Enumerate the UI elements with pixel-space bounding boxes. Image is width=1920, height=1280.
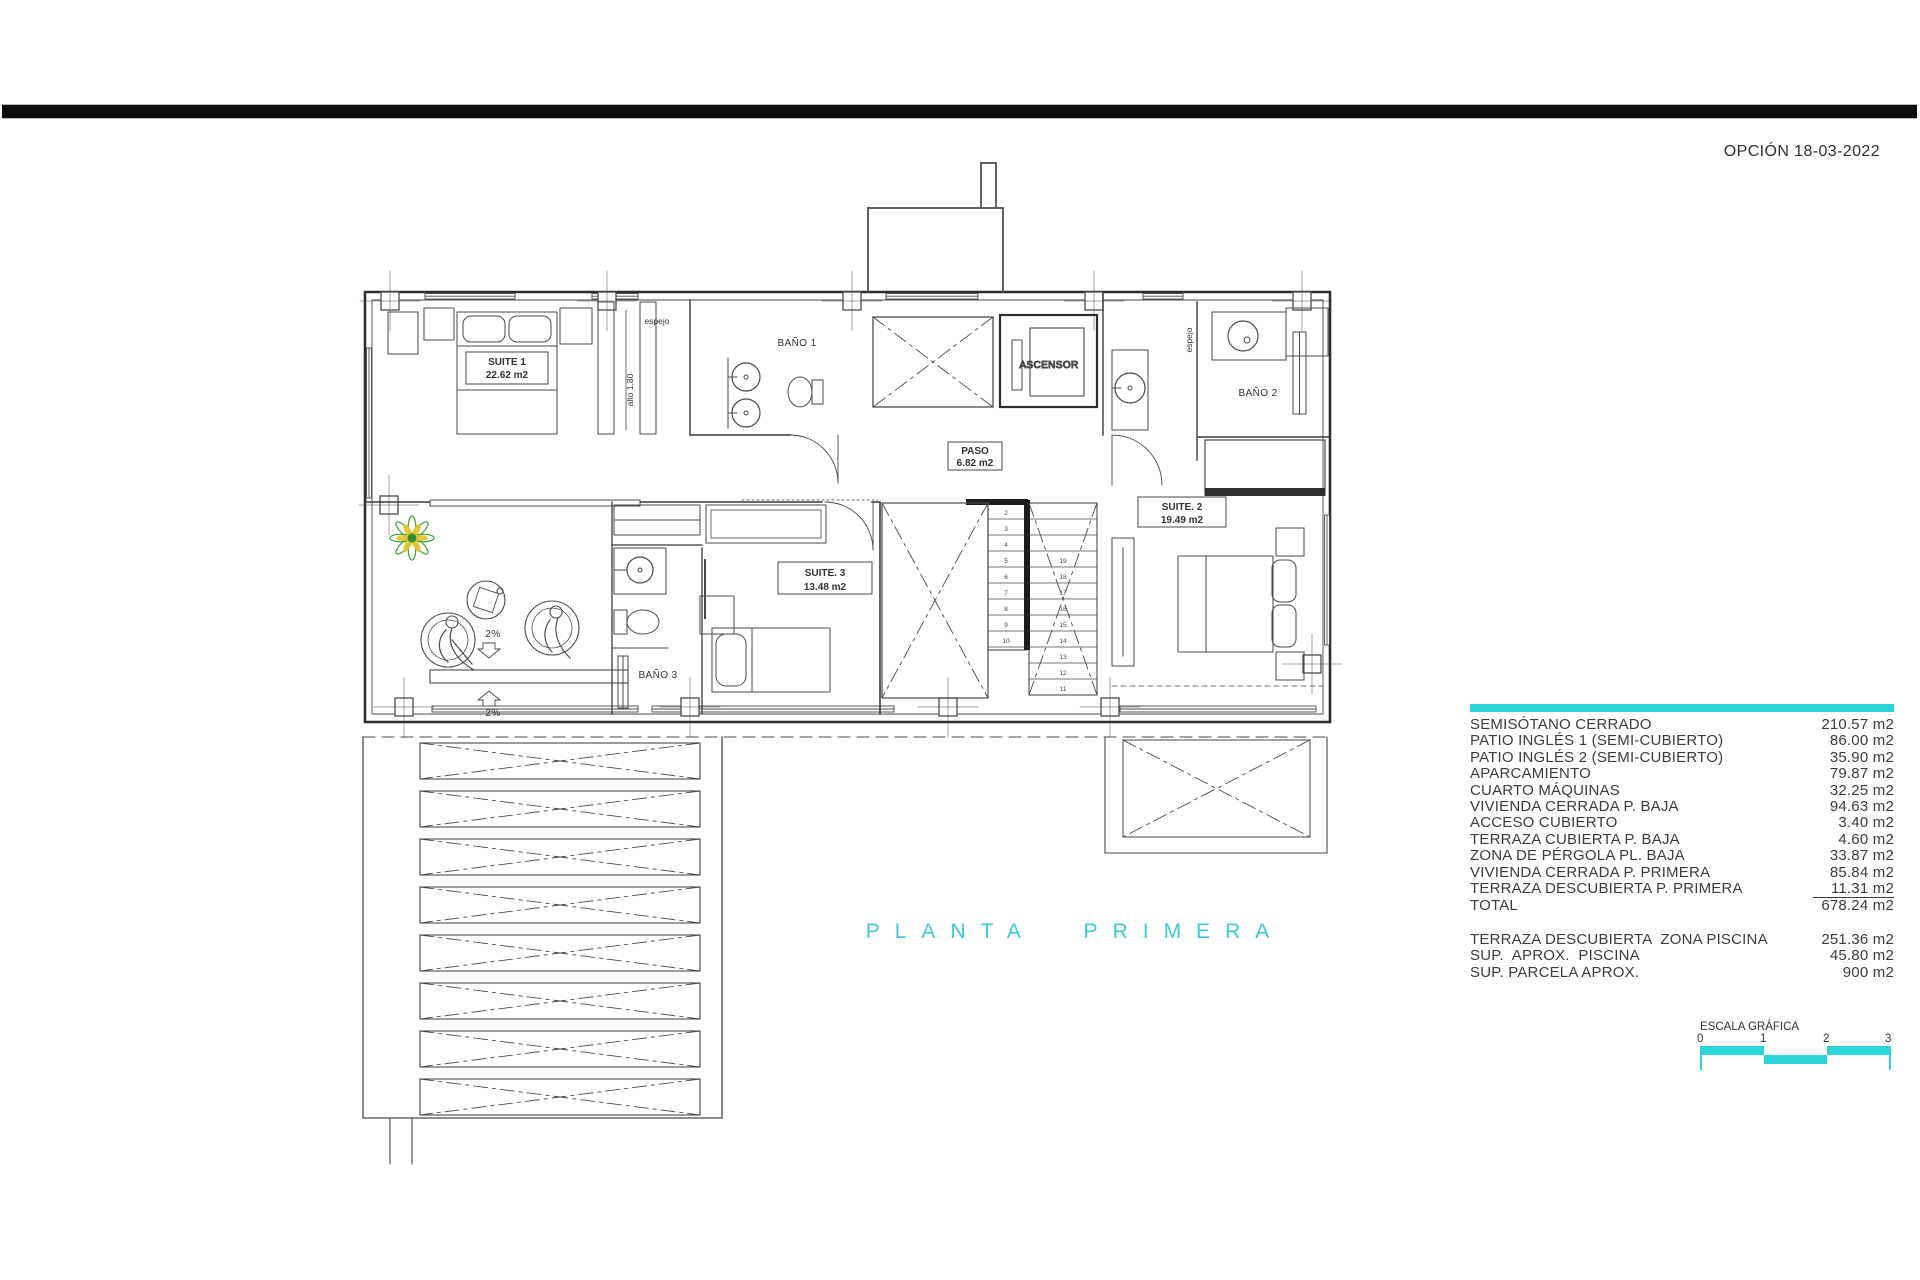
table-accent-bar xyxy=(1470,704,1894,712)
area-row-value: 32.25 m2 xyxy=(1829,781,1894,799)
scale-bar xyxy=(1700,1046,1900,1074)
area-summary-table xyxy=(1470,704,1894,981)
option-date-label: OPCIÓN 18-03-2022 xyxy=(1723,143,1880,160)
stair-number: 6 xyxy=(1004,574,1008,581)
stair-number: 18 xyxy=(1059,574,1067,581)
area-row-label: ACCESO CUBIERTO xyxy=(1470,814,1618,832)
room-area-suite1: 22.62 m2 xyxy=(485,370,529,381)
room-area-suite3: 13.48 m2 xyxy=(803,582,847,593)
roof-stack xyxy=(868,163,1003,292)
room-label-bano1: BAÑO 1 xyxy=(777,338,817,349)
stair-number: 8 xyxy=(1004,606,1008,613)
stair-number: 2 xyxy=(1004,510,1008,517)
room-area-suite2: 19.49 m2 xyxy=(1160,515,1204,526)
suite-3-furniture xyxy=(614,505,830,692)
elevator xyxy=(1000,315,1097,407)
area-row-value: 11.31 m2 xyxy=(1813,881,1894,898)
patio-void xyxy=(1105,737,1327,853)
area-row xyxy=(1470,898,1894,914)
elevator-label: ASCENSOR xyxy=(1019,360,1079,371)
area-row-value: 4.60 m2 xyxy=(1838,830,1894,848)
area-row-label: TERRAZA DESCUBIERTA ZONA PISCINA xyxy=(1470,930,1768,948)
void-over-living xyxy=(882,503,988,698)
stair-number: 9 xyxy=(1004,622,1008,629)
area-row-label: PATIO INGLÉS 2 (SEMI-CUBIERTO) xyxy=(1470,748,1724,766)
terrace xyxy=(390,516,628,706)
graphic-scale xyxy=(1697,1021,1900,1074)
area-row xyxy=(1470,932,1894,948)
area-row xyxy=(1470,881,1894,898)
area-row-value: 678.24 m2 xyxy=(1821,897,1894,915)
area-row-value: 33.87 m2 xyxy=(1829,847,1894,865)
stair-number: 3 xyxy=(1004,526,1008,533)
scale-tick-3: 3 xyxy=(1885,1033,1892,1045)
area-row-value: 85.84 m2 xyxy=(1829,863,1894,881)
area-row-value: 79.87 m2 xyxy=(1829,765,1894,783)
area-row xyxy=(1470,799,1894,815)
area-row xyxy=(1470,848,1894,864)
suite-2-furniture xyxy=(1112,528,1323,686)
stair-number: 16 xyxy=(1059,606,1067,613)
area-row xyxy=(1470,733,1894,749)
area-row xyxy=(1470,815,1894,831)
staircase xyxy=(966,499,1097,695)
room-label-bano2: BAÑO 2 xyxy=(1238,388,1278,399)
area-table-section-2 xyxy=(1470,932,1894,981)
mirror-label-1: espejo xyxy=(644,316,670,326)
stair-number: 5 xyxy=(1004,558,1008,565)
room-label-suite2: SUITE. 2 xyxy=(1161,502,1203,513)
area-row-value: 900 m2 xyxy=(1842,963,1894,981)
area-row xyxy=(1470,783,1894,799)
stair-number: 11 xyxy=(1059,686,1067,693)
scale-tick-1: 1 xyxy=(1760,1033,1767,1045)
room-label-paso: PASO xyxy=(961,446,989,457)
stair-number: 10 xyxy=(1002,638,1010,645)
area-row xyxy=(1470,948,1894,964)
area-row-value: 45.80 m2 xyxy=(1829,947,1894,965)
slope-label-2: 2% xyxy=(485,708,501,719)
room-label-bano3: BAÑO 3 xyxy=(638,670,678,681)
area-row-label: SUP. APROX. PISCINA xyxy=(1470,947,1640,965)
plant-icon xyxy=(390,516,434,560)
page-title: PLANTA PRIMERA xyxy=(865,920,1285,943)
mirror-label-2: espejo xyxy=(1184,327,1194,353)
area-row xyxy=(1470,965,1894,981)
area-table-section-1 xyxy=(1470,717,1894,915)
area-row-label: TERRAZA DESCUBIERTA P. PRIMERA xyxy=(1470,880,1743,898)
stair-number: 7 xyxy=(1004,590,1008,597)
void-skylight xyxy=(873,317,993,407)
stair-number: 14 xyxy=(1059,638,1067,645)
stair-number: 17 xyxy=(1059,590,1067,597)
stair-number: 12 xyxy=(1059,670,1067,677)
area-row-label: ZONA DE PÉRGOLA PL. BAJA xyxy=(1470,847,1685,865)
area-row-label: SEMISÓTANO CERRADO xyxy=(1470,716,1652,733)
hall-washbasin xyxy=(1112,350,1148,430)
bathroom-2 xyxy=(1205,308,1328,496)
area-row-value: 94.63 m2 xyxy=(1829,798,1894,816)
stair-number: 19 xyxy=(1059,558,1067,565)
bathroom-1 xyxy=(728,358,823,428)
area-row-label: PATIO INGLÉS 1 (SEMI-CUBIERTO) xyxy=(1470,732,1724,750)
room-area-paso: 6.82 m2 xyxy=(956,458,994,469)
area-row xyxy=(1470,750,1894,766)
slope-label-1: 2% xyxy=(485,629,501,640)
scale-title: ESCALA GRÁFICA xyxy=(1700,1021,1800,1033)
exterior-walls xyxy=(365,163,1330,722)
area-row-label: APARCAMIENTO xyxy=(1470,765,1592,783)
area-row-label: VIVIENDA CERRADA P. BAJA xyxy=(1470,798,1679,816)
area-row-label: TOTAL xyxy=(1470,897,1518,915)
area-row-label: TERRAZA CUBIERTA P. BAJA xyxy=(1470,830,1680,848)
area-row-value: 86.00 m2 xyxy=(1829,732,1894,750)
area-row-label: VIVIENDA CERRADA P. PRIMERA xyxy=(1470,863,1711,881)
scale-tick-2: 2 xyxy=(1823,1033,1830,1045)
area-row xyxy=(1470,717,1894,733)
height-annotation: alto 1.80 xyxy=(625,373,635,407)
area-row-value: 251.36 m2 xyxy=(1821,930,1894,948)
scale-tick-0: 0 xyxy=(1697,1033,1704,1045)
area-row xyxy=(1470,865,1894,881)
room-label-suite1: SUITE 1 xyxy=(488,357,526,368)
area-row-value: 3.40 m2 xyxy=(1838,814,1894,832)
stair-number: 4 xyxy=(1004,542,1008,549)
bathroom-3 xyxy=(612,548,668,708)
area-row xyxy=(1470,766,1894,782)
area-row-value: 210.57 m2 xyxy=(1821,716,1894,733)
stair-number: 13 xyxy=(1059,654,1067,661)
scale-ticks xyxy=(1697,1033,1900,1046)
area-row-value: 35.90 m2 xyxy=(1829,748,1894,766)
area-row xyxy=(1470,832,1894,848)
area-row-label: CUARTO MÁQUINAS xyxy=(1470,781,1620,799)
room-label-suite3: SUITE. 3 xyxy=(804,568,846,579)
pergola xyxy=(363,737,722,1164)
stair-number: 15 xyxy=(1059,622,1067,629)
windows-bottom xyxy=(432,706,1316,712)
area-row-label: SUP. PARCELA APROX. xyxy=(1470,963,1640,981)
